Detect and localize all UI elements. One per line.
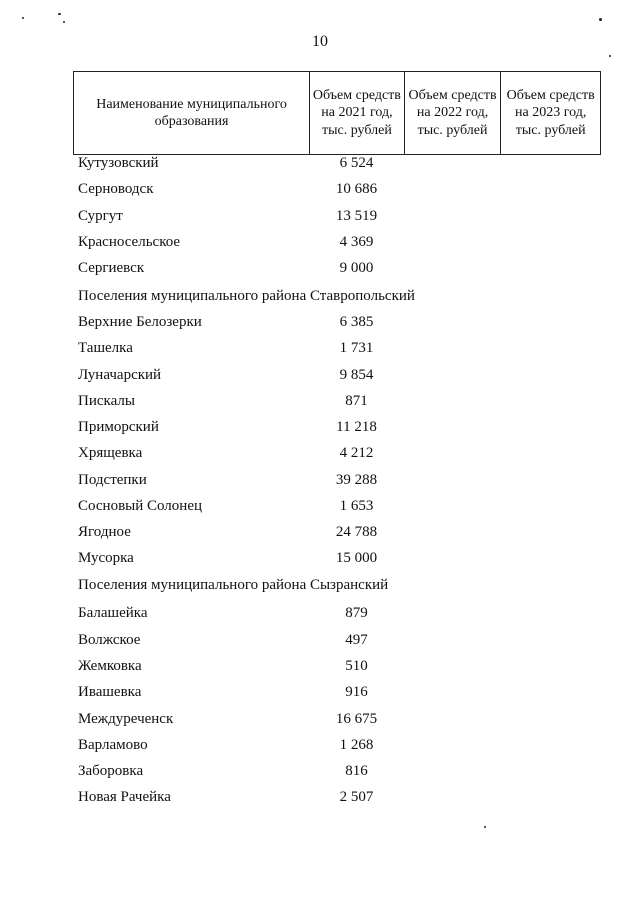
amount-2021: 13 519 — [335, 208, 378, 224]
table-row — [0, 314, 640, 334]
header-2021: Объем средств на 2021 год, тыс. рублей — [309, 72, 404, 154]
amount-2021: 15 000 — [335, 550, 378, 566]
scan-speck — [58, 13, 61, 15]
table-row — [0, 711, 640, 731]
scan-speck — [63, 21, 65, 23]
municipality-name: Подстепки — [78, 472, 147, 488]
table-row — [0, 472, 640, 492]
table-row — [0, 419, 640, 439]
amount-2021: 510 — [345, 658, 368, 674]
municipality-name: Луначарский — [78, 367, 162, 383]
municipality-name: Серноводск — [78, 181, 154, 197]
amount-2021: 879 — [345, 605, 368, 621]
table-row — [0, 789, 640, 809]
amount-2021: 1 731 — [339, 340, 374, 356]
municipality-name: Красносельское — [78, 234, 181, 250]
scan-speck — [609, 55, 611, 57]
table-row — [0, 737, 640, 757]
municipality-name: Сургут — [78, 208, 123, 224]
table-row — [0, 524, 640, 544]
amount-2021: 1 268 — [339, 737, 374, 753]
municipality-name: Верхние Белозерки — [78, 314, 202, 330]
table-row — [0, 181, 640, 201]
amount-2021: 4 369 — [339, 234, 374, 250]
municipality-name: Хрящевка — [78, 445, 143, 461]
table-header — [73, 71, 601, 155]
municipality-name: Ягодное — [78, 524, 131, 540]
municipality-name: Сосновый Солонец — [78, 498, 203, 514]
table-row — [0, 340, 640, 360]
table-row — [0, 367, 640, 387]
table-row — [0, 393, 640, 413]
table-row — [0, 498, 640, 518]
amount-2021: 16 675 — [335, 711, 378, 727]
amount-2021: 2 507 — [339, 789, 374, 805]
table-row — [0, 550, 640, 570]
table-row — [0, 632, 640, 652]
amount-2021: 9 000 — [339, 260, 374, 276]
municipality-name: Волжское — [78, 632, 141, 648]
section-heading-stavropol: Поселения муниципального района Ставропольский — [78, 288, 415, 304]
municipality-name: Сергиевск — [78, 260, 145, 276]
amount-2021: 24 788 — [335, 524, 378, 540]
municipality-name: Заборовка — [78, 763, 144, 779]
scan-speck — [484, 826, 486, 828]
table-row — [0, 155, 640, 175]
table-row — [0, 763, 640, 783]
amount-2021: 39 288 — [335, 472, 378, 488]
table-row — [0, 445, 640, 465]
amount-2021: 871 — [345, 393, 368, 409]
municipality-name: Мусорка — [78, 550, 134, 566]
amount-2021: 9 854 — [339, 367, 374, 383]
header-2022: Объем средств на 2022 год, тыс. рублей — [404, 72, 501, 154]
amount-2021: 1 653 — [339, 498, 374, 514]
scan-speck — [22, 17, 24, 19]
table-row — [0, 684, 640, 704]
municipality-name: Жемковка — [78, 658, 142, 674]
table-row — [0, 234, 640, 254]
table-row — [0, 260, 640, 280]
table-row — [0, 208, 640, 228]
amount-2021: 6 385 — [339, 314, 374, 330]
municipality-name: Приморский — [78, 419, 159, 435]
municipality-name: Балашейка — [78, 605, 148, 621]
page-number: 10 — [312, 33, 328, 50]
amount-2021: 10 686 — [335, 181, 378, 197]
municipality-name: Ташелка — [78, 340, 133, 356]
amount-2021: 916 — [345, 684, 368, 700]
amount-2021: 4 212 — [339, 445, 374, 461]
municipality-name: Ивашевка — [78, 684, 142, 700]
municipality-name: Новая Рачейка — [78, 789, 171, 805]
amount-2021: 11 218 — [336, 419, 377, 435]
amount-2021: 6 524 — [339, 155, 374, 171]
scan-speck — [599, 18, 602, 21]
header-municipality: Наименование муниципального образования — [96, 96, 287, 129]
header-2023: Объем средств на 2023 год, тыс. рублей — [500, 72, 600, 154]
table-row — [0, 658, 640, 678]
municipality-name: Междуреченск — [78, 711, 174, 727]
amount-2021: 816 — [345, 763, 368, 779]
municipality-name: Кутузовский — [78, 155, 159, 171]
table-row — [0, 605, 640, 625]
section-heading-syzran: Поселения муниципального района Сызранский — [78, 577, 389, 593]
municipality-name: Варламово — [78, 737, 148, 753]
municipality-name: Пискалы — [78, 393, 135, 409]
amount-2021: 497 — [345, 632, 368, 648]
